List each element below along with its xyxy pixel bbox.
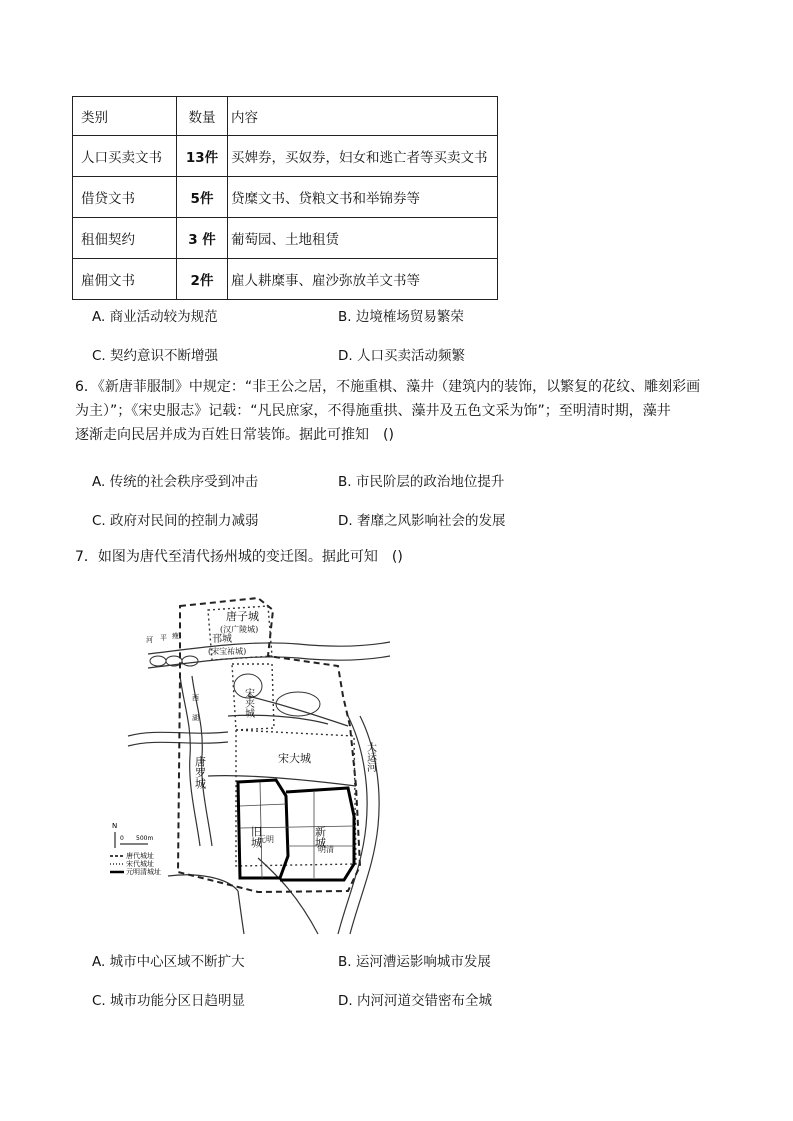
map-label-hanguangling: (汉广陵城) xyxy=(220,625,259,634)
q6-line2: 为主）”；《宋史服志》记载：“凡民庶家，不得施重拱、藻井及五色文采为饰”；至明清时期，藻井 xyxy=(75,403,671,419)
q5-option-a[interactable]: A. 商业活动较为规范 xyxy=(92,309,218,325)
table-row xyxy=(73,177,498,218)
map-label-river: 平 xyxy=(160,634,167,642)
map-legend xyxy=(110,851,161,876)
scale-length: 500m xyxy=(136,835,154,842)
lake xyxy=(150,656,166,666)
lake xyxy=(182,656,198,666)
cell-content: 买婢券，买奴券，妇女和逃亡者等买卖文书 xyxy=(228,136,498,177)
lake xyxy=(276,692,320,716)
map-label-songbaoyou: (宋宝祐城) xyxy=(208,647,247,656)
cell-category: 租佃契约 xyxy=(73,218,177,259)
north-arrow xyxy=(112,822,117,848)
q6-line1: 6．《新唐菲服制》中规定：“非王公之居，不施重棋、藻井（建筑内的装饰，以繁复的花纹、雕刻彩画 xyxy=(75,379,701,395)
map-label-river: 西 xyxy=(192,694,199,702)
q6-line3: 逐渐走向民居并成为百姓日常装饰。据此可推知 () xyxy=(75,427,394,443)
cell-count: 2件 xyxy=(177,259,228,300)
map-label-river: 瘦 xyxy=(172,632,179,640)
q6-option-c[interactable]: C. 政府对民间的控制力减弱 xyxy=(92,513,259,529)
cell-category: 雇佣文书 xyxy=(73,259,177,300)
header-content: 内容 xyxy=(228,97,498,136)
north-label: N xyxy=(112,822,118,830)
map-label-yuanming: 元明 xyxy=(258,835,274,844)
map-label-canal: 大运河 xyxy=(364,742,376,772)
river-lines xyxy=(128,642,390,934)
map-label-jiucheng: 旧城 xyxy=(249,826,263,848)
table-row xyxy=(73,218,498,259)
map-label-tangluo: 唐罗城 xyxy=(193,756,207,789)
cell-count: 5件 xyxy=(177,177,228,218)
header-count: 数量 xyxy=(177,97,228,136)
map-label-jiacheng: 邗城 xyxy=(212,634,232,645)
contract-table xyxy=(72,96,498,300)
q7-option-c[interactable]: C. 城市功能分区日趋明显 xyxy=(92,993,246,1009)
q6-option-d[interactable]: D. 奢靡之风影响社会的发展 xyxy=(338,513,506,529)
map-label-songda: 宋大城 xyxy=(278,752,311,765)
q6-stem xyxy=(75,375,725,447)
header-category: 类别 xyxy=(73,97,177,136)
q7-option-b[interactable]: B. 运河漕运影响城市发展 xyxy=(338,954,491,970)
cell-count: 13件 xyxy=(177,136,228,177)
table-header-row xyxy=(73,97,498,136)
q7-option-a[interactable]: A. 城市中心区域不断扩大 xyxy=(92,954,245,970)
cell-category: 人口买卖文书 xyxy=(73,136,177,177)
q6-option-a[interactable]: A. 传统的社会秩序受到冲击 xyxy=(92,474,259,490)
cell-content: 葡萄园、土地租赁 xyxy=(228,218,498,259)
legend-ymq: 元明清城址 xyxy=(126,868,161,876)
map-label-xincheng: 新城 xyxy=(313,826,327,848)
map-label-river: 湖 xyxy=(192,714,199,722)
legend-song: 宋代城址 xyxy=(126,860,154,868)
q6-option-b[interactable]: B. 市民阶层的政治地位提升 xyxy=(338,474,505,490)
table-row xyxy=(73,259,498,300)
cell-content: 雇人耕糜事、雇沙弥放羊文书等 xyxy=(228,259,498,300)
map-label-songjia: 宋夹城 xyxy=(242,688,254,718)
q5-option-b[interactable]: B. 边境榷场贸易繁荣 xyxy=(338,309,464,325)
q7-option-d[interactable]: D. 内河河道交错密布全城 xyxy=(338,993,492,1009)
scale-zero: 0 xyxy=(120,835,124,842)
cell-content: 贷糜文书、贷粮文书和举锦券等 xyxy=(228,177,498,218)
map-label-mingqing: 明清 xyxy=(318,845,334,854)
cell-count: 3 件 xyxy=(177,218,228,259)
cell-category: 借贷文书 xyxy=(73,177,177,218)
legend-tang: 唐代城址 xyxy=(126,852,154,860)
q5-option-c[interactable]: C. 契约意识不断增强 xyxy=(92,348,219,364)
yangzhou-city-map xyxy=(108,596,398,936)
q5-option-d[interactable]: D. 人口买卖活动频繁 xyxy=(338,348,465,364)
table-row xyxy=(73,136,498,177)
map-label-tangzicheng: 唐子城 xyxy=(226,610,259,623)
scale-bar xyxy=(120,835,153,844)
q7-stem: 7．如图为唐代至清代扬州城的变迁图。据此可知 () xyxy=(75,549,403,565)
map-label-river: 河 xyxy=(146,636,153,644)
